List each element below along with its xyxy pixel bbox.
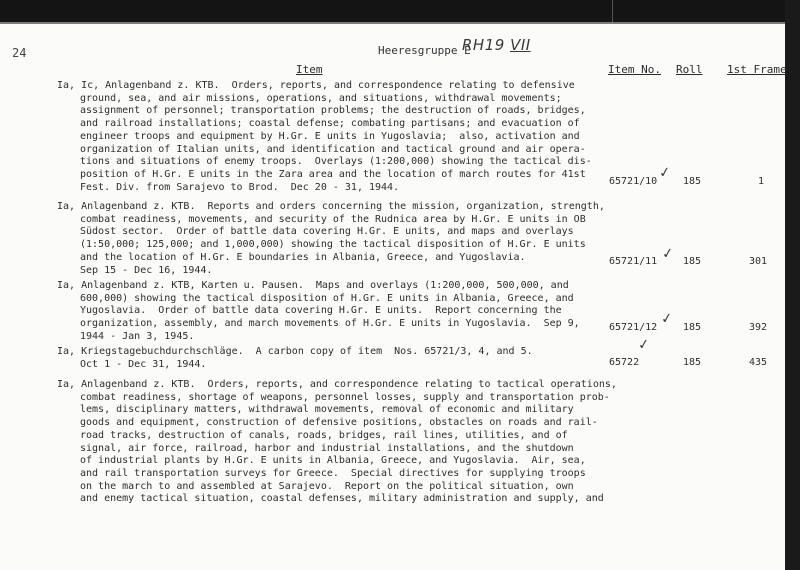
entry-line: combat readiness, movements, and security of the Rudnica area by H.Gr. E units in OB [80, 213, 586, 225]
entry-1 [57, 80, 602, 194]
entry-3-roll: 185 [683, 322, 702, 333]
handwritten-check-icon: ✓ [659, 310, 674, 328]
entry-line: organization, assembly, and march movements of H.Gr. E units in Yugoslavia. Sep 9, [80, 318, 580, 330]
entry-line: on the march to and assembled at Sarajevo. Report on the political situation, own [80, 480, 574, 492]
entry-4 [57, 346, 602, 371]
entry-2-item-no: 65721/11 [609, 256, 658, 267]
entry-line: tions and situations of enemy troops. Overlays (1:200,000) showing the tactical dis- [80, 156, 592, 168]
column-header-item-no: Item No. [608, 63, 661, 76]
entry-5 [57, 379, 617, 506]
entry-line: combat readiness, shortage of weapons, personnel losses, supply and transportation prob- [80, 391, 610, 403]
entry-2-roll: 185 [683, 256, 702, 267]
entry-1-first-frame: 1 [758, 176, 765, 187]
entry-line: position of H.Gr. E units in the Zara area and the location of march routes for 41st [80, 168, 586, 180]
handwritten-annotation-prefix: RH19 [462, 36, 511, 54]
entry-1-roll: 185 [683, 176, 702, 187]
entry-line: signal, air force, railroad, harbor and industrial installations, and the shutdown [80, 442, 574, 454]
entry-line: Fest. Div. from Sarajevo to Brod. Dec 20 - 31, 1944. [80, 181, 400, 193]
handwritten-check-icon: ✓ [660, 245, 675, 263]
page-number: 24 [12, 46, 27, 60]
entry-1-item-no: 65721/10 [609, 176, 658, 187]
entry-line: road tracks, destruction of canals, roads, bridges, rail lines, utilities, and of [80, 429, 568, 441]
header-title: Heeresgruppe E [378, 44, 471, 57]
entry-3 [57, 280, 602, 344]
entry-line: Südost sector. Order of battle data covering H.Gr. E units, and maps and overlays [80, 226, 574, 238]
entry-3-first-frame: 392 [749, 322, 768, 333]
scan-edge-mark [612, 0, 613, 22]
handwritten-annotation-suffix: VII [510, 36, 531, 54]
entry-line: organization of Italian units, and identification and tactical ground and air opera- [80, 143, 586, 155]
entry-line: Ia, Anlagenband z. KTB, Karten u. Pausen. Maps and overlays (1:200,000, 500,000, and [57, 280, 569, 291]
entry-line: goods and equipment, construction of defensive positions, obstacles on roads and rail- [80, 417, 598, 429]
entry-line: of industrial plants by H.Gr. E units in Albania, Greece, and Yugoslavia. Air, sea, [80, 455, 586, 467]
entry-line: and rail transportation surveys for Greece. Special directives for supplying troops [80, 467, 586, 479]
entry-3-item-no: 65721/12 [609, 322, 658, 333]
entry-2 [57, 201, 605, 277]
handwritten-annotation [462, 36, 531, 54]
entry-line: (1:50,000; 125,000; and 1,000,000) showing the tactical disposition of H.Gr. E units [80, 239, 586, 251]
entry-4-item-no: 65722 [609, 357, 640, 368]
entry-line: 600,000) showing the tactical disposition of H.Gr. E units in Albania, Greece, and [80, 292, 574, 304]
entry-line: ground, sea, and air missions, operations, and situations, withdrawal movements; [80, 92, 562, 104]
entry-line: lems, disciplinary matters, withdrawal movements, removal of economic and military [80, 404, 574, 416]
entry-line: Yugoslavia. Order of battle data covering H.Gr. E units. Report concerning the [80, 305, 562, 317]
entry-line: and the location of H.Gr. E boundaries in Albania, Greece, and Yugoslavia. [80, 251, 526, 263]
entry-line: and railroad installations; coastal defense; combating partisans; and evacuation of [80, 118, 580, 130]
entry-line: and enemy tactical situation, coastal defenses, military administration and supply, and [80, 493, 604, 505]
column-header-roll: Roll [676, 63, 703, 76]
entry-line: assignment of personnel; transportation problems; the destruction of roads, bridges, [80, 105, 586, 117]
entry-line: Ia, Anlagenband z. KTB. Reports and orders concerning the mission, organization, strength, [57, 201, 605, 212]
scan-top-border [0, 0, 800, 22]
entry-line: Ia, Ic, Anlagenband z. KTB. Orders, reports, and correspondence relating to defensive [57, 80, 575, 91]
handwritten-check-icon: ✓ [657, 164, 672, 182]
column-header-item: Item [296, 63, 323, 76]
entry-line: 1944 - Jan 3, 1945. [80, 330, 195, 342]
entry-4-first-frame: 435 [749, 357, 768, 368]
entry-line: Ia, Anlagenband z. KTB. Orders, reports, and correspondence relating to tactical operations, [57, 379, 617, 390]
entry-2-first-frame: 301 [749, 256, 768, 267]
entry-4-roll: 185 [683, 357, 702, 368]
entry-line: Oct 1 - Dec 31, 1944. [80, 358, 207, 370]
entry-line: Ia, Kriegstagebuchdurchschläge. A carbon copy of item Nos. 65721/3, 4, and 5. [57, 346, 533, 357]
handwritten-check-icon: ✓ [636, 336, 651, 354]
entry-line: engineer troops and equipment by H.Gr. E units in Yugoslavia; also, activation and [80, 130, 580, 142]
scan-right-border [785, 0, 800, 570]
column-header-first-frame: 1st Frame [727, 63, 787, 76]
entry-line: Sep 15 - Dec 16, 1944. [80, 264, 213, 276]
